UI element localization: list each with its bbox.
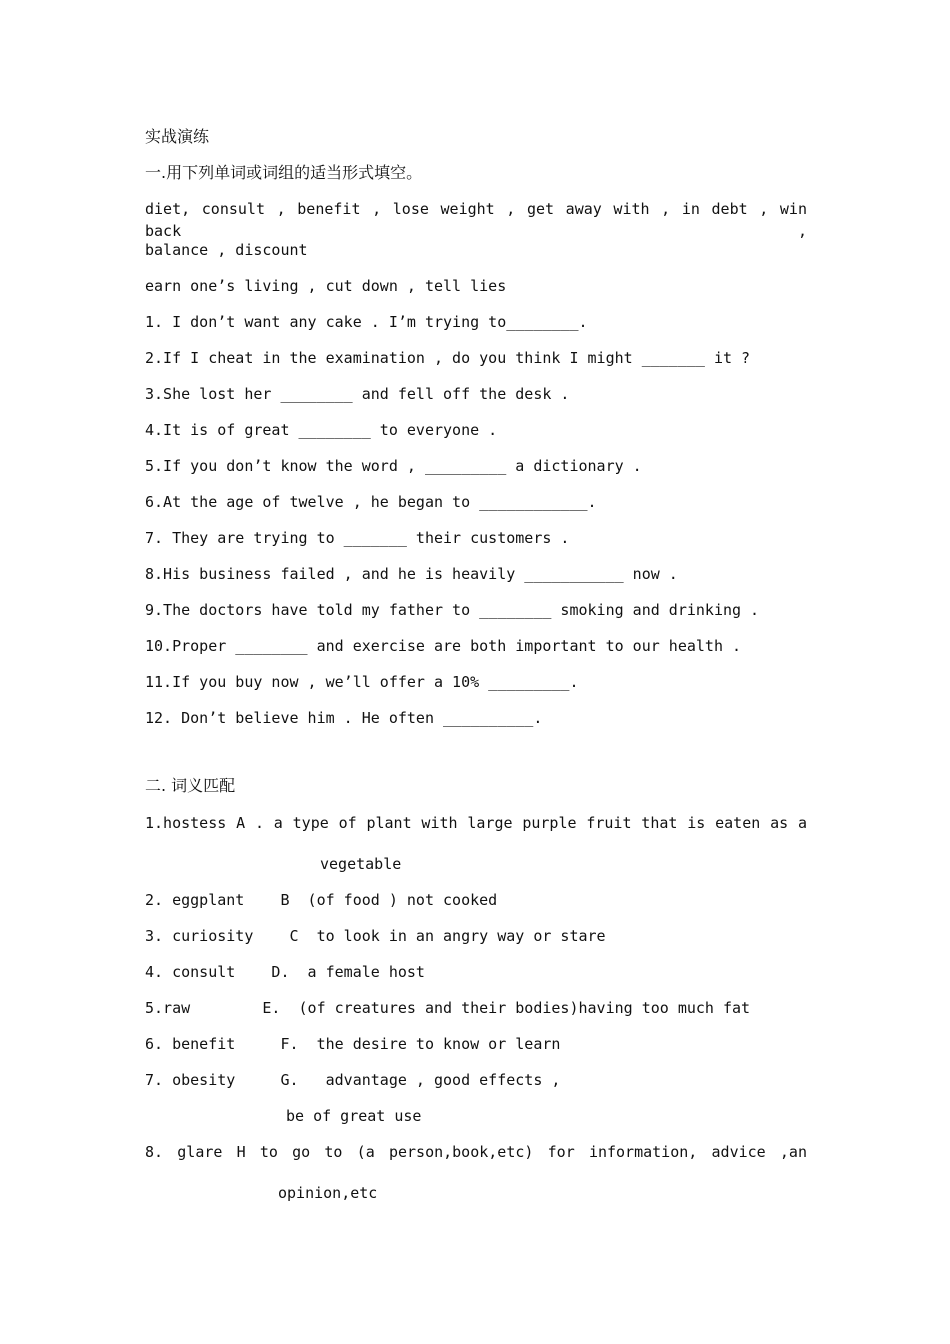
match-line-6: 6. benefit F. the desire to know or learn [145,1035,561,1053]
fill-item-5: 5.If you don’t know the word , _________ a dictionary . [145,457,642,475]
fill-item-2: 2.If I cheat in the examination , do you think I might _______ it ? [145,349,751,367]
word-bank-line-2: balance , discount [145,241,308,259]
match-line-1-cont: vegetable [320,855,402,873]
match-line-3: 3. curiosity C to look in an angry way or stare [145,927,606,945]
word-bank-line-3: earn one’s living , cut down , tell lies [145,277,507,295]
fill-item-3: 3.She lost her ________ and fell off the desk . [145,385,570,403]
fill-item-10: 10.Proper ________ and exercise are both important to our health . [145,637,742,655]
match-line-8-cont: opinion,etc [278,1184,378,1202]
match-line-7: 7. obesity G. advantage , good effects , [145,1071,561,1089]
fill-item-6: 6.At the age of twelve , he began to ____________. [145,493,597,511]
match-line-7-cont: be of great use [286,1107,422,1125]
match-line-5: 5.raw E. (of creatures and their bodies)having too much fat [145,999,751,1017]
page-title: 实战演练 [145,127,210,146]
fill-item-9: 9.The doctors have told my father to ________ smoking and drinking . [145,601,760,619]
fill-item-7: 7. They are trying to _______ their customers . [145,529,570,547]
fill-item-8: 8.His business failed , and he is heavily ___________ now . [145,565,678,583]
fill-item-11: 11.If you buy now , we’ll offer a 10% _________. [145,673,579,691]
word-bank-line-1: diet, consult , benefit , lose weight , get away with , in debt , win back , [145,200,807,240]
match-line-2: 2. eggplant B (of food ) not cooked [145,891,498,909]
match-line-8: 8. glare H to go to (a person,book,etc) for information, advice ,an [145,1143,807,1161]
section2-heading: 二. 词义匹配 [145,776,236,795]
match-line-1: 1.hostess A . a type of plant with large purple fruit that is eaten as a [145,814,807,832]
fill-item-12: 12. Don’t believe him . He often __________. [145,709,543,727]
fill-item-1: 1. I don’t want any cake . I’m trying to________. [145,313,588,331]
fill-item-4: 4.It is of great ________ to everyone . [145,421,498,439]
section1-heading: 一.用下列单词或词组的适当形式填空。 [145,163,423,182]
match-line-4: 4. consult D. a female host [145,963,425,981]
